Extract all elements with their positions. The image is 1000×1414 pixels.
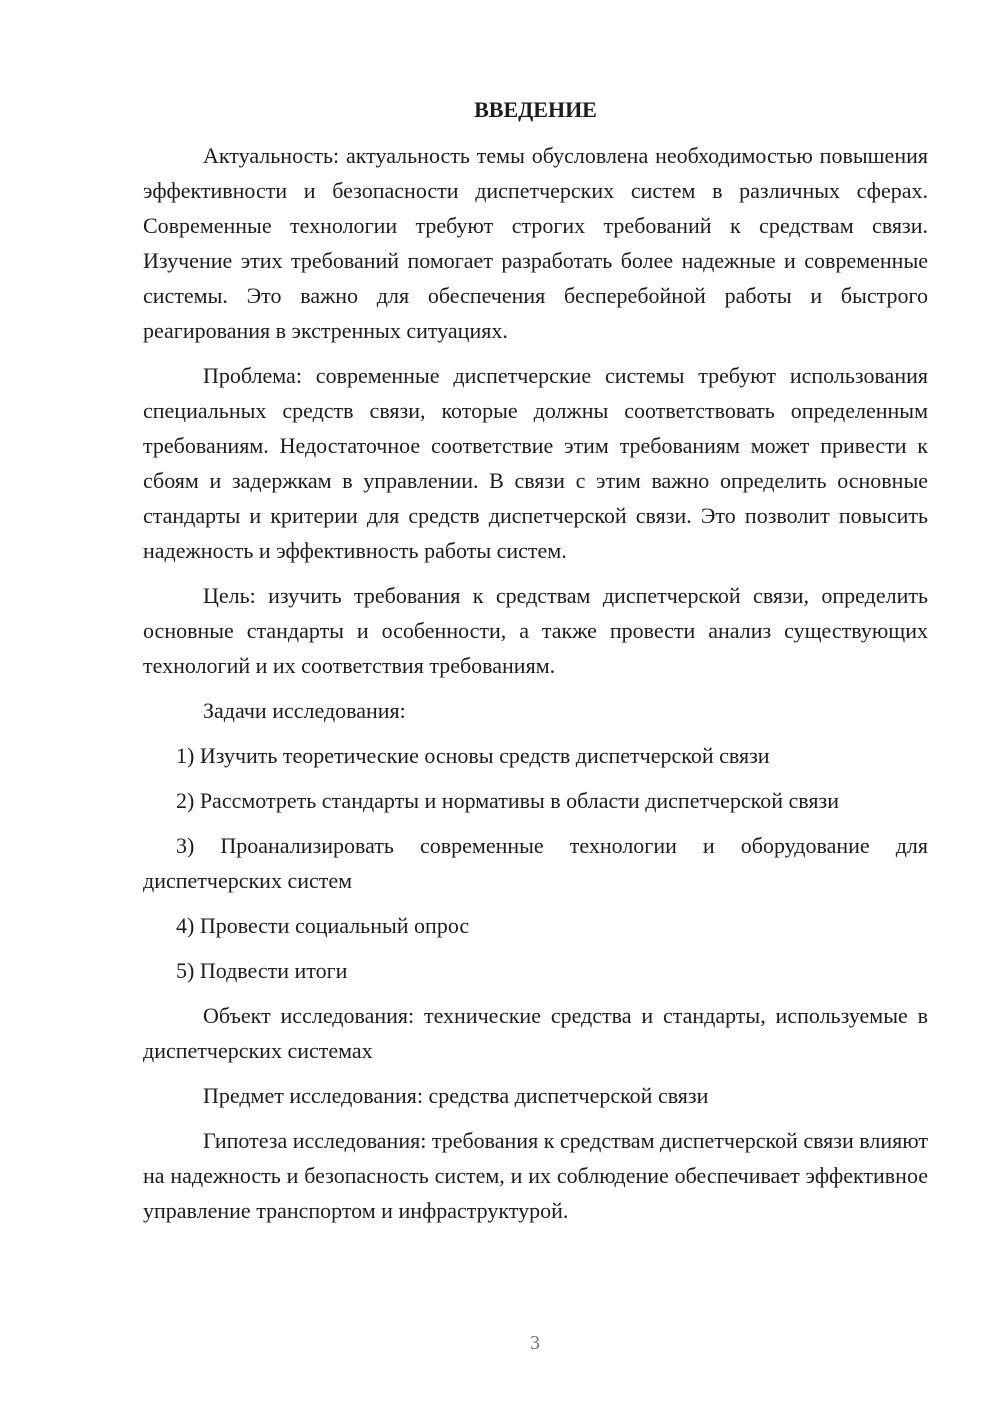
page-title: ВВЕДЕНИЕ <box>474 97 597 122</box>
task-item: 1) Изучить теоретические основы средств диспетчерской связи <box>176 743 770 768</box>
tasks-heading: Задачи исследования: <box>203 698 406 723</box>
paragraph-subject: Предмет исследования: средства диспетчерской связи <box>203 1083 709 1108</box>
paragraph-hypothesis: Гипотеза исследования: требования к средствам диспетчерской связи влияют на надежность и безопасность систем, и их соблюдение обеспечивает эффективное управление транспортом и инфраструктурой. <box>143 1128 928 1223</box>
paragraph-relevance: Актуальность: актуальность темы обусловлена необходимостью повышения эффективности и безопасности диспетчерских систем в различных сферах. Современные технологии требуют строгих требований к средствам связи. Изучение этих требований помогает разработать более надежные и современные системы. Это важно для обеспечения бесперебойной работы и быстрого реагирования в экстренных ситуациях. <box>143 143 928 343</box>
task-item: 4) Провести социальный опрос <box>176 913 470 938</box>
task-item: 3) Проанализировать современные технологии и оборудование для диспетчерских систем <box>143 833 928 893</box>
page-number: 3 <box>530 1332 540 1354</box>
paragraph-object: Объект исследования: технические средства и стандарты, используемые в диспетчерских системах <box>143 1003 928 1063</box>
paragraph-goal: Цель: изучить требования к средствам диспетчерской связи, определить основные стандарты и особенности, а также провести анализ существующих технологий и их соответствия требованиям. <box>143 583 928 678</box>
task-item: 5) Подвести итоги <box>176 958 348 983</box>
document-page <box>143 95 928 1238</box>
paragraph-problem: Проблема: современные диспетчерские системы требуют использования специальных средств связи, которые должны соответствовать определенным требованиям. Недостаточное соответствие этим требованиям может привести к сбоям и задержкам в управлении. В связи с этим важно определить основные стандарты и критерии для средств диспетчерской связи. Это позволит повысить надежность и эффективность работы систем. <box>143 363 928 563</box>
task-item: 2) Рассмотреть стандарты и нормативы в области диспетчерской связи <box>176 788 839 813</box>
